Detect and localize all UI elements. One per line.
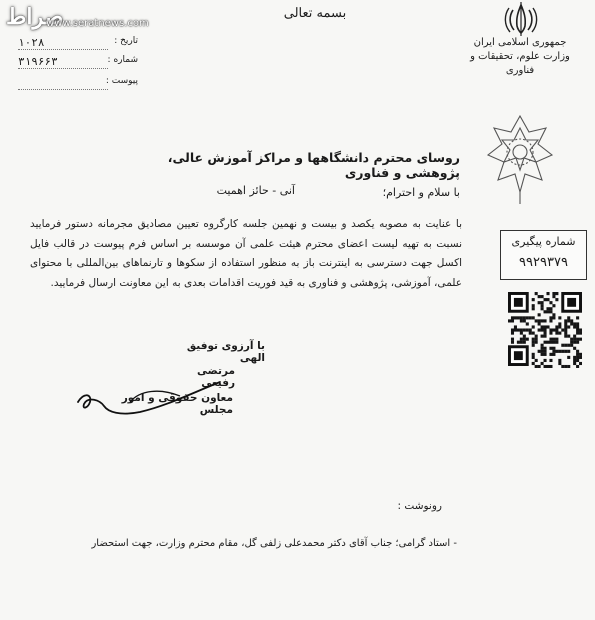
iran-emblem-icon <box>500 2 542 36</box>
meta-attachment <box>18 76 138 90</box>
closing: با آرزوی توفیق الهی <box>186 340 265 364</box>
tracking-code: ۹۹۲۹۳۷۹ <box>519 255 568 270</box>
urgency-note: آنی - حائز اهمیت <box>216 184 295 197</box>
meta-date-label: تاریخ : <box>114 36 138 46</box>
bismillah: بسمه تعالی <box>283 6 347 21</box>
handwritten-signature <box>70 372 230 422</box>
ornament-icon <box>480 110 560 205</box>
tracking-box <box>500 230 587 280</box>
signer-name: مرتضی رفیعی <box>197 365 235 389</box>
cc-item: - استاد گرامی؛ جناب آقای دکتر محمدعلی زلفی گل، مقام محترم وزارت، جهت استحضار <box>91 538 457 549</box>
meta-date <box>18 36 138 50</box>
recipient: روسای محترم دانشگاهها و مراکز آموزش عالی، پژوهشی و فناوری <box>167 150 460 180</box>
ministry-name <box>470 36 570 78</box>
meta-number <box>18 55 138 69</box>
tracking-label: شماره پیگیری <box>511 235 576 248</box>
letter-body: با عنایت به مصوبه یکصد و بیست و نهمین جلسه کارگروه تعیین مصادیق مجرمانه دستور فرمایید نسبت به تهیه لیست اعضای محترم هیئت علمی آن موسسه بر اساس فرم پیوست در قالب فایل اکسل جهت دسترسی به اینترنت باز به منظور استفاده از سکوها و تارنماهای بین‌المللی با محتوای علمی، آموزشی، پژوهشی و فناوری به قید فوریت اقدامات بعدی به این معاونت ارسال فرمایید. <box>30 218 462 289</box>
cc-label: رونوشت : <box>397 500 442 512</box>
meta-attachment-label: پیوست : <box>105 76 138 86</box>
meta-date-value: ۱۰۲۸ <box>18 36 45 49</box>
watermark-logo: صراط <box>6 4 64 30</box>
ministry-line-2: وزارت علوم، تحقیقات و فناوری <box>470 51 570 76</box>
meta-number-label: شماره : <box>107 55 138 65</box>
signer-title: معاون حقوقی و امور مجلس <box>121 392 233 416</box>
watermark-site: www.seratnews.com <box>46 18 149 29</box>
greeting: با سلام و احترام؛ <box>382 186 460 199</box>
ministry-line-1: جمهوری اسلامی ایران <box>473 37 567 48</box>
qr-code <box>508 292 582 368</box>
meta-number-value: ۳۱۹۶۶۳ <box>18 55 58 68</box>
